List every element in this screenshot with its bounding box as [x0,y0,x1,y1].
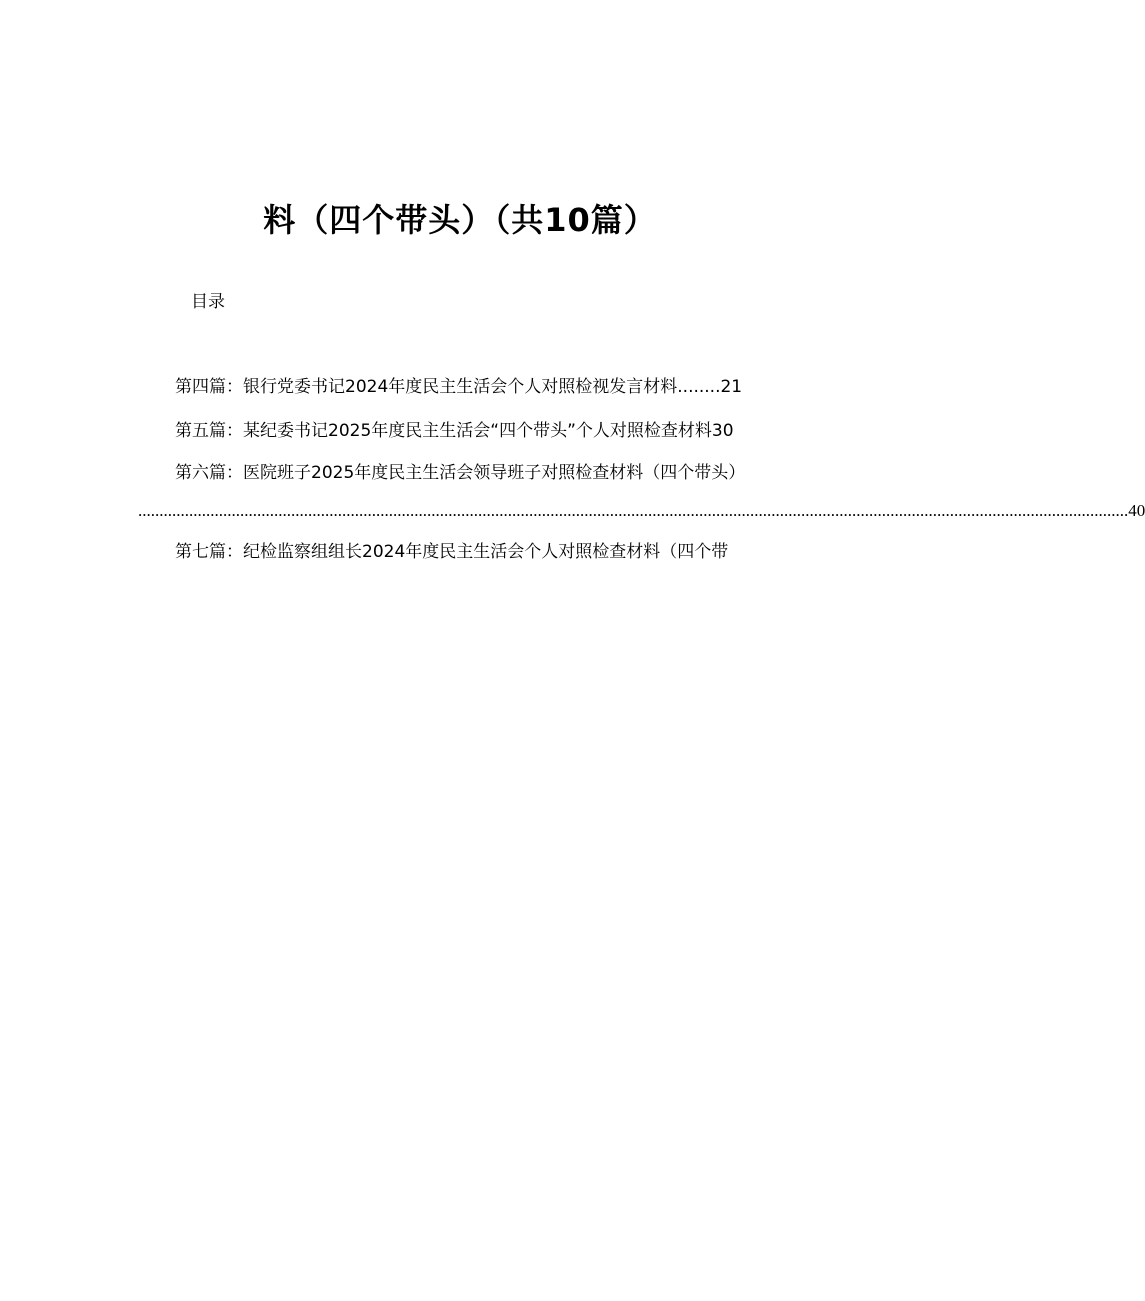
toc-entry-6-page: 40 [1128,501,1145,520]
toc-entry-6-leader [138,500,1145,522]
toc-entry-7[interactable]: 第七篇：纪检监察组组长2024年度民主生活会个人对照检查材料（四个带 [175,542,729,562]
toc-entry-6[interactable]: 第六篇：医院班子2025年度民主生活会领导班子对照检查材料（四个带头） [175,463,746,483]
toc-entry-4[interactable]: 第四篇：银行党委书记2024年度民主生活会个人对照检视发言材料........21 [175,377,743,397]
document-title: 料（四个带头）（共10篇） [263,201,657,239]
dot-leader: ......................................................................................................................................................................................................................................... [138,501,1129,520]
toc-entry-5[interactable]: 第五篇：某纪委书记2025年度民主生活会“四个带头”个人对照检查材料30 [175,421,734,441]
toc-heading: 目录 [191,292,225,312]
